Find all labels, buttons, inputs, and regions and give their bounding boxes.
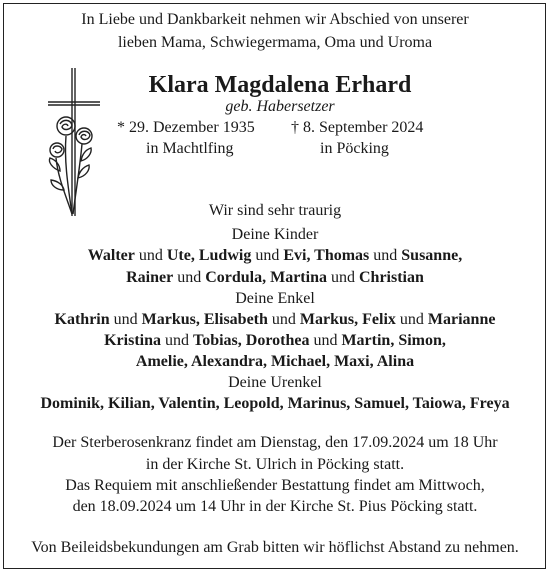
closing-note: Von Beileidsbekundungen am Grab bitten wir höflichst Abstand zu nehmen. — [31, 539, 519, 556]
service-line-2: in der Kirche St. Ulrich in Pöcking statt. — [145, 456, 405, 473]
name-group: Cordula, Martina — [205, 269, 327, 286]
name-group: Evi, Thomas — [283, 247, 370, 264]
connector: und — [134, 247, 167, 264]
kinder-line-1 — [0, 246, 550, 265]
name-group: Markus, Felix — [299, 311, 396, 328]
name-group: Kristina — [104, 332, 161, 349]
urenkel-heading: Deine Urenkel — [228, 374, 322, 391]
service-line-4: den 18.09.2024 um 14 Uhr in der Kirche St. Pius Pöcking statt. — [72, 498, 478, 515]
connector: und — [395, 311, 428, 328]
service-line-1: Der Sterberosenkranz findet am Dienstag, den 17.09.2024 um 18 Uhr — [52, 434, 498, 451]
name-group: Christian — [358, 269, 424, 286]
urenkel-line: Dominik, Kilian, Valentin, Leopold, Marinus, Samuel, Taiowa, Freya — [40, 395, 510, 412]
name-group: Tobias, Dorothea — [192, 332, 310, 349]
connector: und — [309, 332, 342, 349]
death-place: in Pöcking — [320, 140, 389, 157]
connector: und — [369, 247, 402, 264]
connector: und — [251, 247, 284, 264]
enkel-line-3: Amelie, Alexandra, Michael, Maxi, Alina — [135, 353, 415, 370]
kinder-heading: Deine Kinder — [231, 226, 319, 243]
name-group: Martin, Simon, — [341, 332, 446, 349]
service-line-3: Das Requiem mit anschließender Bestattung findet am Mittwoch, — [65, 477, 485, 494]
connector: und — [173, 269, 206, 286]
intro-line-2: lieben Mama, Schwiegermama, Oma und Uroma — [117, 34, 433, 51]
intro-line-1: In Liebe und Dankbarkeit nehmen wir Abschied von unserer — [81, 11, 469, 28]
name-group: Kathrin — [54, 311, 110, 328]
kinder-line-2 — [0, 268, 550, 287]
enkel-line-1 — [0, 310, 550, 329]
name-group: Susanne, — [401, 247, 463, 264]
death-date: † 8. September 2024 — [291, 119, 424, 136]
maiden-name: geb. Habersetzer — [225, 98, 335, 115]
connector: und — [109, 311, 142, 328]
connector: und — [326, 269, 359, 286]
name-group: Marianne — [427, 311, 496, 328]
enkel-heading: Deine Enkel — [235, 290, 315, 307]
name-group: Markus, Elisabeth — [141, 311, 268, 328]
birth-place: in Machtlfing — [146, 140, 234, 157]
mourners-intro: Wir sind sehr traurig — [208, 202, 342, 219]
connector: und — [267, 311, 300, 328]
name-group: Walter — [87, 247, 135, 264]
name-group: Ute, Ludwig — [166, 247, 252, 264]
birth-date: * 29. Dezember 1935 — [117, 119, 255, 136]
connector: und — [160, 332, 193, 349]
deceased-name: Klara Magdalena Erhard — [148, 72, 412, 98]
enkel-line-2 — [0, 331, 550, 350]
name-group: Rainer — [126, 269, 174, 286]
